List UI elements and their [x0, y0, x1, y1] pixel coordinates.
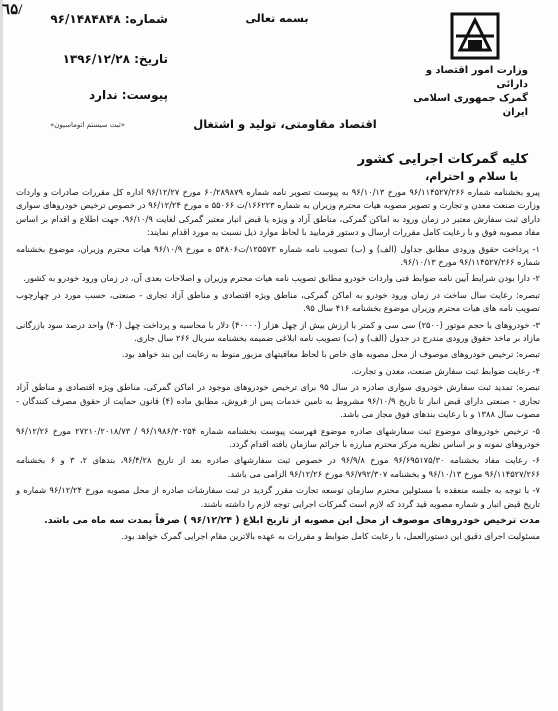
customs-logo-icon — [450, 12, 500, 60]
greeting: با سلام و احترام، — [425, 170, 518, 183]
body-paragraph: ۷- با توجه به جلسه منعقده با مسئولین محترم سازمان توسعه تجارت مقرر گردید در ثبت سفارشات صادره از محل مصوبه مورخ ۹۶/۱۲/۲۴ شماره و تاریخ قبض انبار و شماره مصوبه قید گردد که لازم است گمرکات اجرایی توجه لازم را داشته باشند. — [16, 485, 540, 509]
body-paragraph: تبصره: رعایت سال ساخت در زمان ورود خودرو به اماکن گمرکی، مناطق ویژه اقتصادی و مناطق آزاد تجاری - صنعتی، حسب مورد در چهارچوب تصویب نامه های هیات محترم وزیران موضوع بخشنامه ۴۱۶ سال ۹۵. — [16, 289, 540, 314]
letter-body — [16, 186, 540, 547]
body-paragraph: پیرو بخشنامه شماره ۹۶/۱۱۴۵۲۷/۲۶۶ مورخ ۹۶/۱۰/۱۳ به پیوست تصویر نامه شماره ۶۰/۲۸۹۸۷۹ مورخ ۹۶/۱۲/۲۷ اداره کل مقررات صادرات و واردات وزارت صنعت معدن و تجارت و تصویر مصوبه هیات محترم وزیران به شماره ۱۶۶۲۲۳/ت ۵۵۰۶۶ ه مورخ ۹۶/۱۲/۲۴ در خصوص ترخیص خودروهای سواری دارای ثبت سفارش معتبر در زمان ورود به اماکن گمرکی، مناطق آزاد و ویژه یا قبض انبار معتبر گمرکی لغایت ۹۶/۱۰/۹، جهت اطلاع و اقدام بر اساس مفاد مصوبه فوق و با رعایت کامل مقررات ارسال و دستور فرمایید با لحاظ موارد ذیل نسبت به مورد اقدام نمایند: — [16, 187, 541, 238]
org-name — [400, 64, 528, 120]
attachment-row — [18, 88, 168, 102]
closing-note: مسئولیت اجرای دقیق این دستورالعمل، با رعایت کامل ضوابط و مقررات به عهده بالاترین مقام اجرایی گمرک خواهد بود. — [121, 531, 540, 542]
letter-number-label: شماره: — [124, 12, 168, 26]
body-paragraph: ۵- ترخیص خودروهای موضوع ثبت سفارشهای صادره موضوع فهرست پیوست بخشنامه شماره ۹۶/۱۹۸۶/۳۰۲۵۴ / ۲۷۲۱۰/۲۰۱۸/۷۳ مورخ ۹۶/۱۲/۲۶ خودروهای نمونه و بر اساس نظریه مرکز محترم مبارزه با جرائم سازمان یافته اقدام گردد. — [16, 425, 540, 449]
body-paragraph: ۲- دارا بودن شرایط آیین نامه ضوابط فنی واردات خودرو مطابق تصویب نامه هیات محترم وزیران و اصلاحات بعدی آن، در زمان ورود خودرو به کشور. — [23, 273, 540, 284]
attachment-label: پیوست: — [121, 88, 168, 102]
addressee-title: کلیه گمرکات اجرایی کشور — [357, 152, 528, 167]
body-paragraph: ۶- رعایت مفاد بخشنامه ۹۶/۶۹۵۱۷۵/۳۰ مورخ ۹۶/۹/۸ در خصوص ثبت سفارشهای صادره بعد از تاریخ ۹۶/۴/۲۸، بندهای ۲، ۳ و ۶ بخشنامه ۹۶/۱۱۴۵۲۷/۲۶۶ مورخ ۹۶/۱۰/۱۳ و بخشنامه ۹۶/۷۹۲/۳۰۷ مورخ ۹۶/۱۲/۲۶ الزامی می باشد. — [16, 455, 541, 479]
org-line-customs: گمرک جمهوری اسلامی ایران — [413, 93, 528, 118]
page-edge — [0, 0, 3, 711]
corner-mark: ٦۵/ — [2, 2, 23, 18]
body-paragraph: ۳- خودروهای با حجم موتور (۲۵۰۰) سی سی و کمتر با ارزش بیش از چهل هزار (۴۰۰۰۰) دلار با محاسبه و پرداخت چهل (۴۰) واحد درصد سود بازرگانی مازاد بر ماخذ حقوق ورودی مندرج در جدول (الف) و (ب) تصویب نامه ابلاغی ضمیمه بخشنامه سریال ۲۶۶ سال جاری. — [16, 319, 540, 344]
letter-date-row — [18, 52, 168, 66]
letter-number-row — [18, 12, 168, 26]
body-paragraph: ۱- پرداخت حقوق ورودی مطابق جداول (الف) و (ب) تصویب نامه شماره ۱۲۵۵۷۳/ت۵۴۸۰۶ ه مورخ ۹۶/۱۰/۹ هیات محترم وزیران، موضوع بخشنامه شماره ۹۶/۱۱۴۵۲۷/۲۶۶ مورخ ۹۶/۱۰/۱۳. — [16, 243, 540, 268]
slogan: اقتصاد مقاومتی، تولید و اشتغال — [193, 117, 377, 131]
letter-date-value: ۱۳۹۶/۱۲/۲۸ — [62, 52, 130, 66]
body-paragraph: تبصره: تمدید ثبت سفارش خودروی سواری صادره در سال ۹۵ برای ترخیص خودروهای موجود در اماکن گمرکی، مناطق ویژه اقتصادی و مناطق آزاد تجاری - صنعتی دارای قبض انبار تا تاریخ ۹۶/۱۰/۹ مشروط به تامین خدمات پس از فروش، مطابق ماده (۴) قانون حمایت از حقوق مصرف کنندگان - مصوب سال ۱۳۸۸ و با رعایت بندهای فوق مجاز می باشد. — [16, 382, 541, 420]
letter-date-label: تاریخ: — [134, 52, 168, 66]
basmala: بسمه تعالی — [245, 12, 309, 25]
letter-number-value: ۹۶/۱۴۸۴۸۴۸ — [50, 12, 121, 26]
attachment-value: ندارد — [88, 88, 118, 102]
body-paragraph: ۴- رعایت ضوابط ثبت سفارش صنعت، معدن و تجارت. — [351, 365, 540, 376]
body-paragraph: تبصره: ترخیص خودروهای موصوف از محل مصوبه های خاص با لحاظ معافیتهای مزبور منوط به رعایت این بند خواهد بود. — [121, 349, 540, 360]
deadline-note: مدت ترخیص خودروهای موصوف از محل این مصوبه از تاریخ ابلاغ ( ۹۶/۱۲/۲۴ ) صرفاً بمدت سه ماه می باشد. — [44, 514, 540, 526]
automation-stamp: «ثبت سیستم اتوماسیون» — [50, 121, 126, 129]
org-line-ministry: وزارت امور اقتصاد و دارائی — [425, 65, 528, 90]
